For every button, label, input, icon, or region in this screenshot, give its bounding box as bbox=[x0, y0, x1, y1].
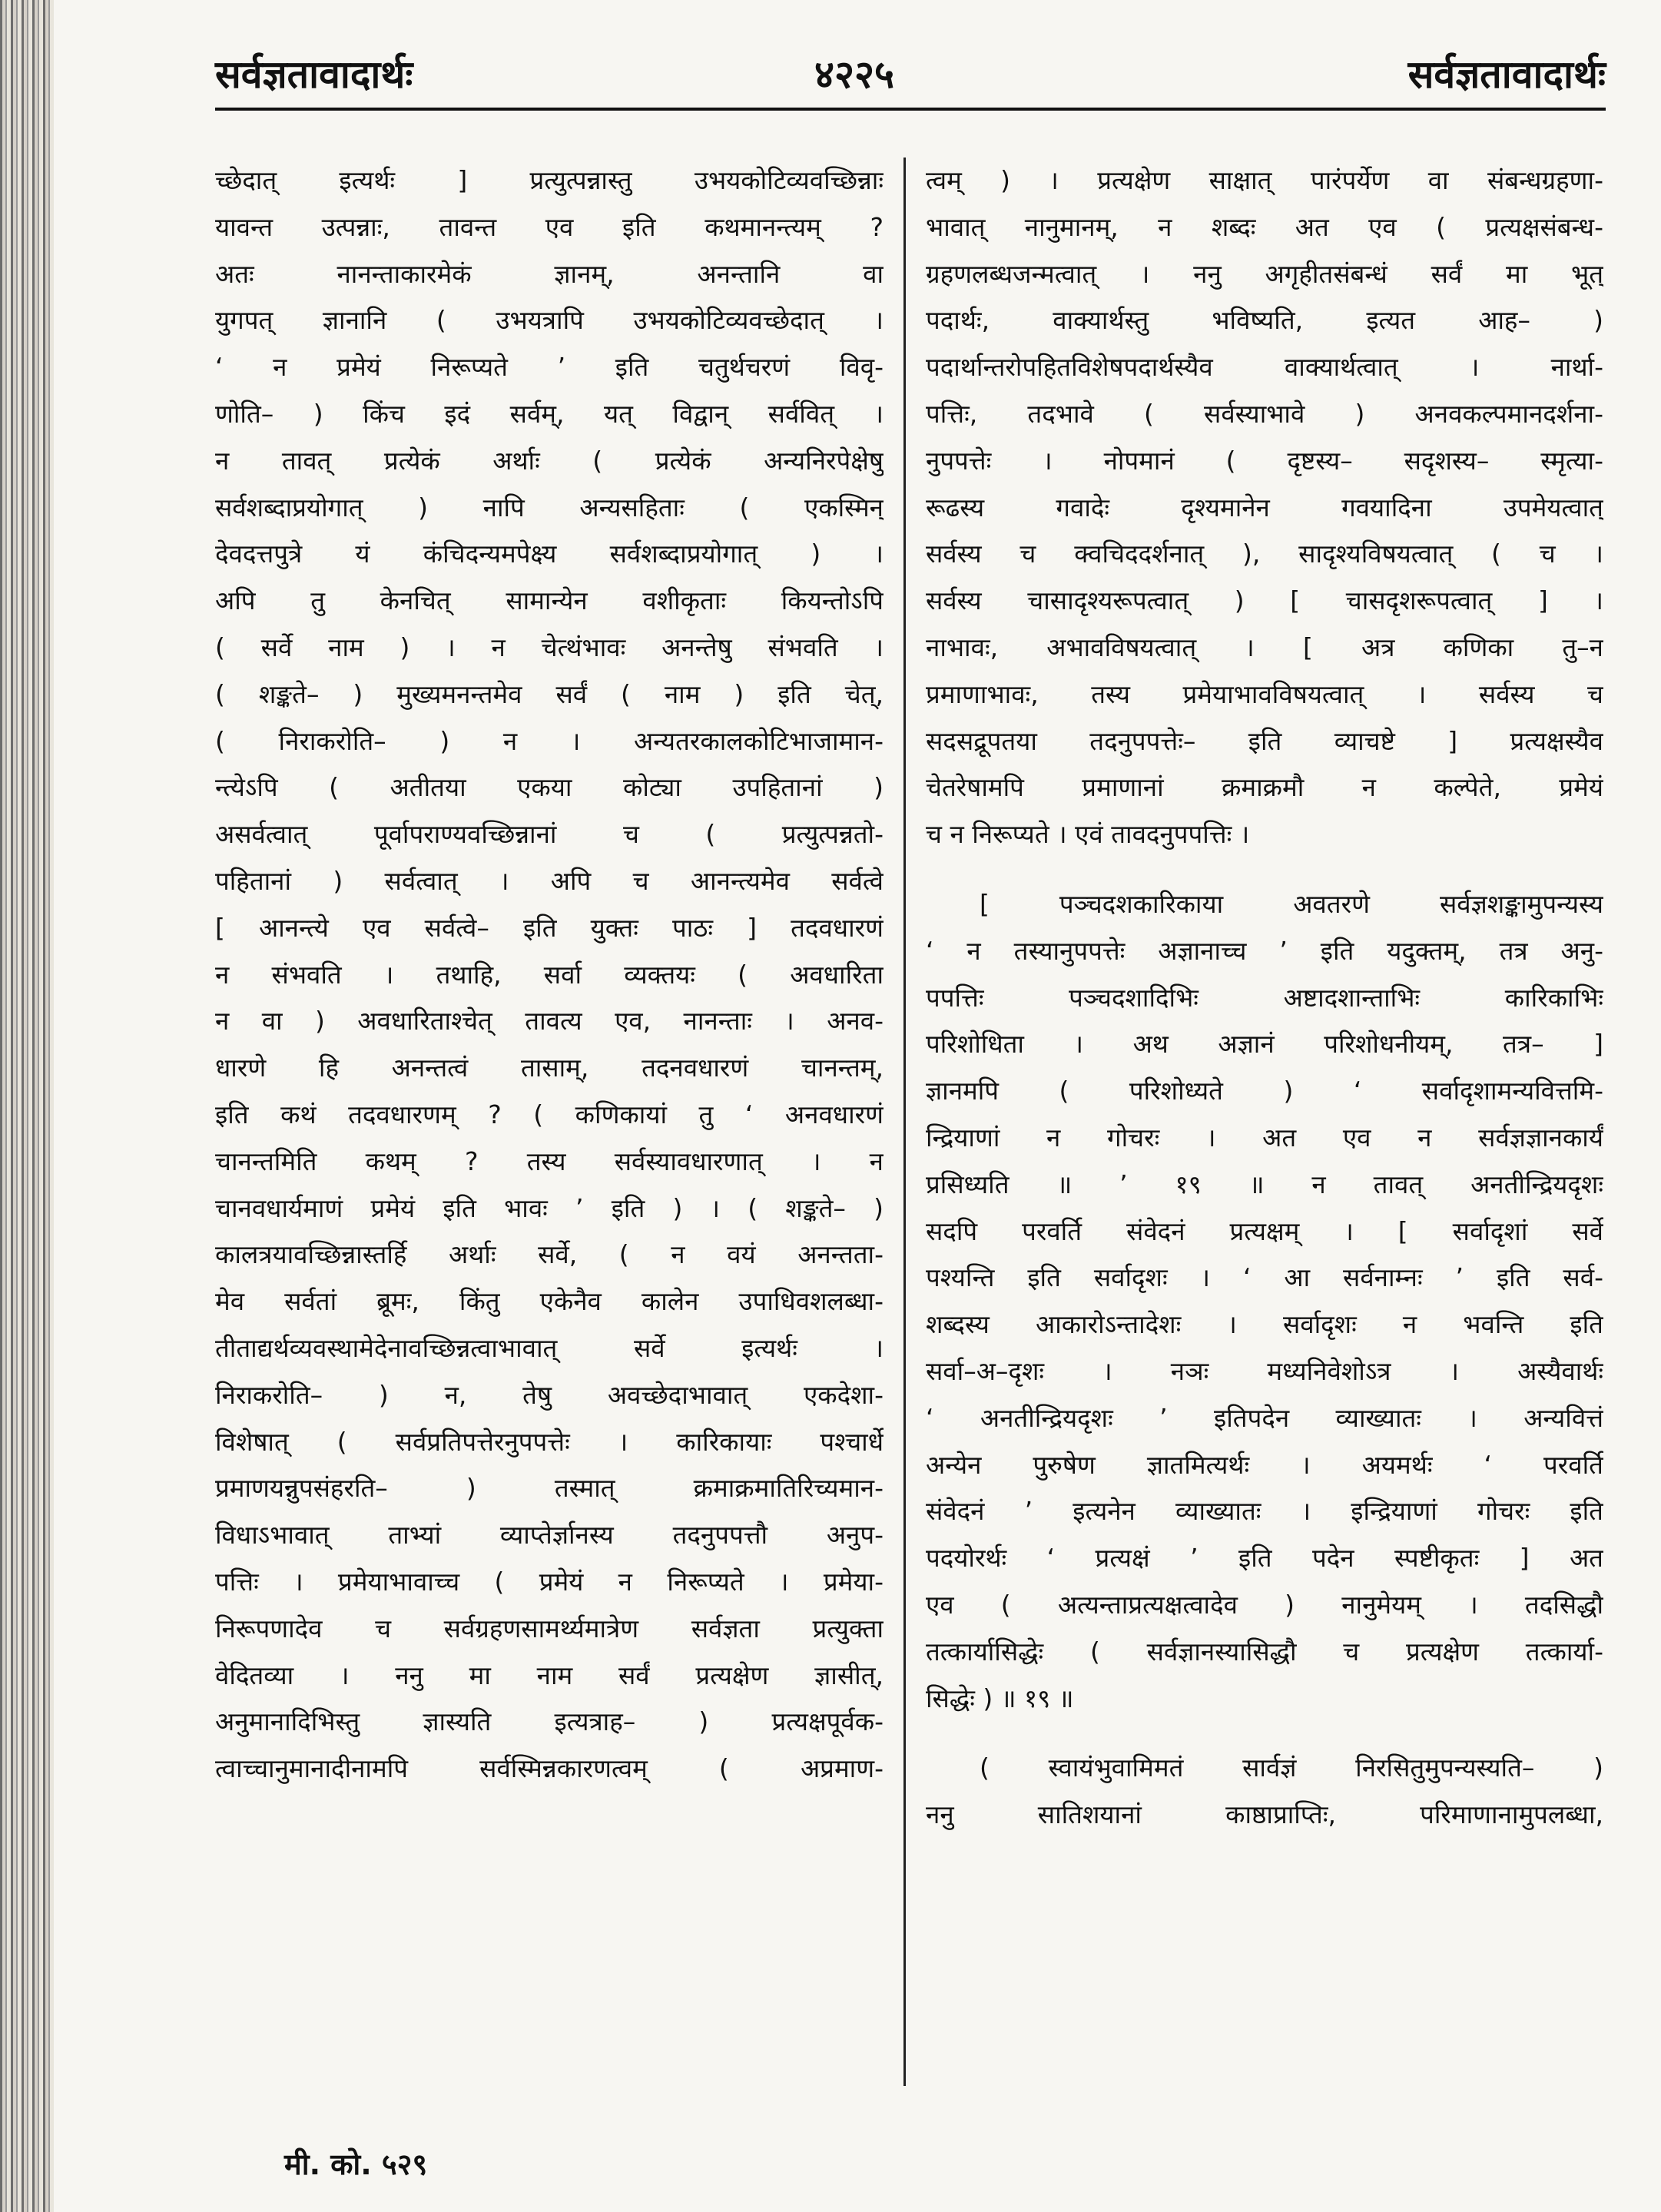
text-line: च्छेदात् इत्यर्थः ] प्रत्युत्पन्नास्तु उभयकोटिव्यवच्छिन्नाः bbox=[215, 165, 884, 195]
text-line: तीताद्यर्थव्यवस्थामेदेनावच्छिन्नत्वाभावात् सर्वे इत्यर्थः । bbox=[215, 1332, 884, 1363]
text-line: अन्येन पुरुषेण ज्ञातमित्यर्थः । अयमर्थः ‘ परवर्ति bbox=[926, 1449, 1603, 1480]
text-line: विशेषात् ( सर्वप्रतिपत्तेरनुपपत्तेः । कारिकायाः पश्चार्धे bbox=[215, 1426, 884, 1457]
text-line: च न निरूप्यते । एवं तावदनुपपत्तिः । bbox=[926, 819, 1250, 850]
text-line: पत्तिः, तदभावे ( सर्वस्याभावे ) अनवकल्पमानदर्शना- bbox=[926, 398, 1603, 429]
text-line: पहितानां ) सर्वत्वात् । अपि च आनन्त्यमेव सर्वत्वे bbox=[215, 865, 884, 896]
text-line: [ आनन्त्ये एव सर्वत्वे– इति युक्तः पाठः ] तदवधारणं bbox=[215, 912, 884, 943]
text-line: पदयोरर्थः ‘ प्रत्यक्षं ’ इति पदेन स्पष्टीकृतः ] अत bbox=[926, 1543, 1603, 1574]
text-line: तत्कार्यासिद्धेः ( सर्वज्ञानस्यासिद्धौ च प्रत्यक्षेण तत्कार्या- bbox=[926, 1636, 1603, 1666]
text-line: पत्तिः । प्रमेयाभावाच्च ( प्रमेयं न निरूप्यते । प्रमेया- bbox=[215, 1566, 884, 1597]
text-line: ज्ञानमपि ( परिशोध्यते ) ‘ सर्वादृशामन्यवित्तमि- bbox=[926, 1076, 1603, 1106]
text-line: धारणे हि अनन्तत्वं तासाम्, तदनवधारणं चानन्तम्, bbox=[215, 1053, 884, 1083]
text-line: णोति– ) किंच इदं सर्वम्, यत् विद्वान् सर्ववित् । bbox=[215, 398, 884, 429]
text-line: [ पञ्चदशकारिकाया अवतरणे सर्वज्ञशङ्कामुपन्यस्य bbox=[980, 888, 1603, 919]
text-line: चेतरेषामपि प्रमाणानां क्रमाक्रमौ न कल्पेते, प्रमेयं bbox=[926, 772, 1603, 803]
text-line: सर्वस्य च क्वचिददर्शनात् ), सादृश्यविषयत्वात् ( च । bbox=[926, 539, 1603, 569]
text-line: सर्वस्य चासादृश्यरूपत्वात् ) [ चासदृशरूपत्वात् ] । bbox=[926, 585, 1603, 616]
page-binding-edge bbox=[0, 0, 54, 2212]
text-line: ग्रहणलब्धजन्मत्वात् । ननु अगृहीतसंबन्धं सर्वं मा भूत् bbox=[926, 258, 1603, 289]
column-divider bbox=[903, 158, 906, 2086]
text-line: ( निराकरोति– ) न । अन्यतरकालकोटिभाजामान- bbox=[215, 725, 884, 756]
text-line: चानवधार्यमाणं प्रमेयं इति भावः ’ इति ) । ( शङ्कते– ) bbox=[215, 1192, 884, 1223]
text-line: एव ( अत्यन्ताप्रत्यक्षत्वादेव ) नानुमेयम् । तदसिद्धौ bbox=[926, 1589, 1603, 1620]
text-line: निरूपणादेव च सर्वग्रहणसामर्थ्यमात्रेण सर्वज्ञता प्रत्युक्ता bbox=[215, 1613, 884, 1643]
text-line: सर्वशब्दाप्रयोगात् ) नापि अन्यसहिताः ( एकस्मिन् bbox=[215, 492, 884, 522]
text-line: चानन्तमिति कथम् ? तस्य सर्वस्यावधारणात् । न bbox=[215, 1146, 884, 1176]
text-line: वेदितव्या । ननु मा नाम सर्वं प्रत्यक्षेण ज्ञासीत्, bbox=[215, 1660, 884, 1690]
text-line: न तावत् प्रत्येकं अर्थाः ( प्रत्येकं अन्यनिरपेक्षेषु bbox=[215, 445, 884, 476]
text-line: न संभवति । तथाहि, सर्वा व्यक्तयः ( अवधारिता bbox=[215, 959, 884, 990]
text-line: अपि तु केनचित् सामान्येन वशीकृताः कियन्तोऽपि bbox=[215, 585, 884, 616]
page-header bbox=[215, 46, 1606, 111]
text-line: भावात् नानुमानम्, न शब्दः अत एव ( प्रत्यक्षसंबन्ध- bbox=[926, 211, 1603, 242]
text-line: प्रमाणाभावः, तस्य प्रमेयाभावविषयत्वात् । सर्वस्य च bbox=[926, 678, 1603, 709]
right-column bbox=[926, 158, 1603, 2082]
text-line: त्वाच्चानुमानादीनामपि सर्वस्मिन्नकारणत्वम् ( अप्रमाण- bbox=[215, 1753, 884, 1784]
text-line: पपत्तिः पञ्चदशादिभिः अष्टादशान्ताभिः कारिकाभिः bbox=[926, 982, 1603, 1013]
text-line: रूढस्य गवादेः दृश्यमानेन गवयादिना उपमेयत्वात् bbox=[926, 492, 1603, 522]
text-line: देवदत्तपुत्रे यं कंचिदन्यमपेक्ष्य सर्वशब्दाप्रयोगात् ) । bbox=[215, 539, 884, 569]
left-column bbox=[215, 158, 884, 2082]
text-line: पदार्थान्तरोपहितविशेषपदार्थस्यैव वाक्यार्थत्वात् । नार्था- bbox=[926, 352, 1603, 383]
paragraph-gap bbox=[926, 858, 1603, 881]
footer-signature: मी. को. ५२९ bbox=[284, 2147, 428, 2181]
text-line: नाभावः, अभावविषयत्वात् । [ अत्र कणिका तु–न bbox=[926, 632, 1603, 662]
running-title-left: सर्वज्ञतावादार्थः bbox=[215, 52, 413, 97]
text-line: यावन्त उत्पन्नाः, तावन्त एव इति कथमानन्त्यम् ? bbox=[215, 211, 884, 242]
text-line: इति कथं तदवधारणम् ? ( कणिकायां तु ‘ अनवधारणं bbox=[215, 1099, 884, 1129]
text-line: पश्यन्ति इति सर्वादृशः । ‘ आ सर्वनाम्नः ’ इति सर्व- bbox=[926, 1262, 1603, 1293]
text-line: मेव सर्वतां ब्रूमः, किंतु एकेनैव कालेन उपाधिवशलब्धा- bbox=[215, 1286, 884, 1317]
text-line: ( सर्वे नाम ) । न चेत्थंभावः अनन्तेषु संभवति । bbox=[215, 632, 884, 662]
text-line: कालत्रयावच्छिन्नास्तर्हि अर्थाः सर्वे, ( न वयं अनन्तता- bbox=[215, 1239, 884, 1270]
text-line: प्रसिध्यति ॥ ’ १९ ॥ न तावत् अनतीन्द्रियदृशः bbox=[926, 1169, 1603, 1199]
text-line: सदसद्रूपतया तदनुपपत्तेः– इति व्याचष्टे ] प्रत्यक्षस्यैव bbox=[926, 725, 1603, 756]
text-line: सिद्धेः ) ॥ १९ ॥ bbox=[926, 1683, 1074, 1713]
text-line: न्द्रियाणां न गोचरः । अत एव न सर्वज्ञज्ञानकार्यं bbox=[926, 1122, 1603, 1152]
paragraph-gap bbox=[926, 1722, 1603, 1745]
text-line: नुपपत्तेः । नोपमानं ( दृष्टस्य– सदृशस्य– स्मृत्या- bbox=[926, 445, 1603, 476]
text-line: न्त्येऽपि ( अतीतया एकया कोट्या उपहितानां ) bbox=[215, 772, 884, 803]
text-line: ( स्वायंभुवामिमतं सार्वज्ञं निरसितुमुपन्यस्यति– ) bbox=[980, 1753, 1603, 1783]
text-line: ‘ न प्रमेयं निरूप्यते ’ इति चतुर्थचरणं विवृ- bbox=[215, 352, 884, 383]
text-line: पदार्थः, वाक्यार्थस्तु भविष्यति, इत्यत आह– ) bbox=[926, 305, 1603, 336]
text-line: ‘ अनतीन्द्रियदृशः ’ इतिपदेन व्याख्यातः । अन्यवित्तं bbox=[926, 1402, 1603, 1433]
text-line: ( शङ्कते– ) मुख्यमनन्तमेव सर्वं ( नाम ) इति चेत्, bbox=[215, 678, 884, 709]
text-line: शब्दस्य आकारोऽन्तादेशः । सर्वादृशः न भवन्ति इति bbox=[926, 1309, 1603, 1340]
text-line: ‘ न तस्यानुपपत्तेः अज्ञानाच्च ’ इति यदुक्तम्, तत्र अनु- bbox=[926, 935, 1603, 966]
text-line: परिशोधिता । अथ अज्ञानं परिशोधनीयम्, तत्र– ] bbox=[926, 1029, 1603, 1060]
text-line: सदपि परवर्ति संवेदनं प्रत्यक्षम् । [ सर्वादृशां सर्वे bbox=[926, 1215, 1603, 1246]
text-line: अतः नानन्ताकारमेकं ज्ञानम्, अनन्तानि वा bbox=[215, 258, 884, 289]
text-line: त्वम् ) । प्रत्यक्षेण साक्षात् पारंपर्येण वा संबन्धग्रहणा- bbox=[926, 165, 1603, 195]
text-line: विधाऽभावात् ताभ्यां व्याप्तेर्ज्ञानस्य तदनुपपत्तौ अनुप- bbox=[215, 1520, 884, 1550]
text-line: निराकरोति– ) न, तेषु अवच्छेदाभावात् एकदेशा- bbox=[215, 1379, 884, 1410]
text-line: प्रमाणयन्नुपसंहरति– ) तस्मात् क्रमाक्रमातिरिच्यमान- bbox=[215, 1473, 884, 1504]
text-line: असर्वत्वात् पूर्वापराण्यवच्छिन्नानां च ( प्रत्युत्पन्नतो- bbox=[215, 819, 884, 850]
text-line: युगपत् ज्ञानानि ( उभयत्रापि उभयकोटिव्यवच्छेदात् । bbox=[215, 305, 884, 336]
page-number: ४२२५ bbox=[814, 52, 894, 97]
text-line: न वा ) अवधारिताश्चेत् तावत्य एव, नानन्ताः । अनव- bbox=[215, 1006, 884, 1036]
text-line: सर्वा–अ–दृशः । नञः मध्यनिवेशोऽत्र । अस्यैवार्थः bbox=[926, 1355, 1603, 1386]
text-line: संवेदनं ’ इत्यनेन व्याख्यातः । इन्द्रियाणां गोचरः इति bbox=[926, 1496, 1603, 1527]
text-line: ननु सातिशयानां काष्ठाप्राप्तिः, परिमाणानामुपलब्धा, bbox=[926, 1799, 1603, 1830]
text-line: अनुमानादिभिस्तु ज्ञास्यति इत्यत्राह– ) प्रत्यक्षपूर्वक- bbox=[215, 1706, 884, 1737]
running-title-right: सर्वज्ञतावादार्थः bbox=[1407, 52, 1606, 97]
